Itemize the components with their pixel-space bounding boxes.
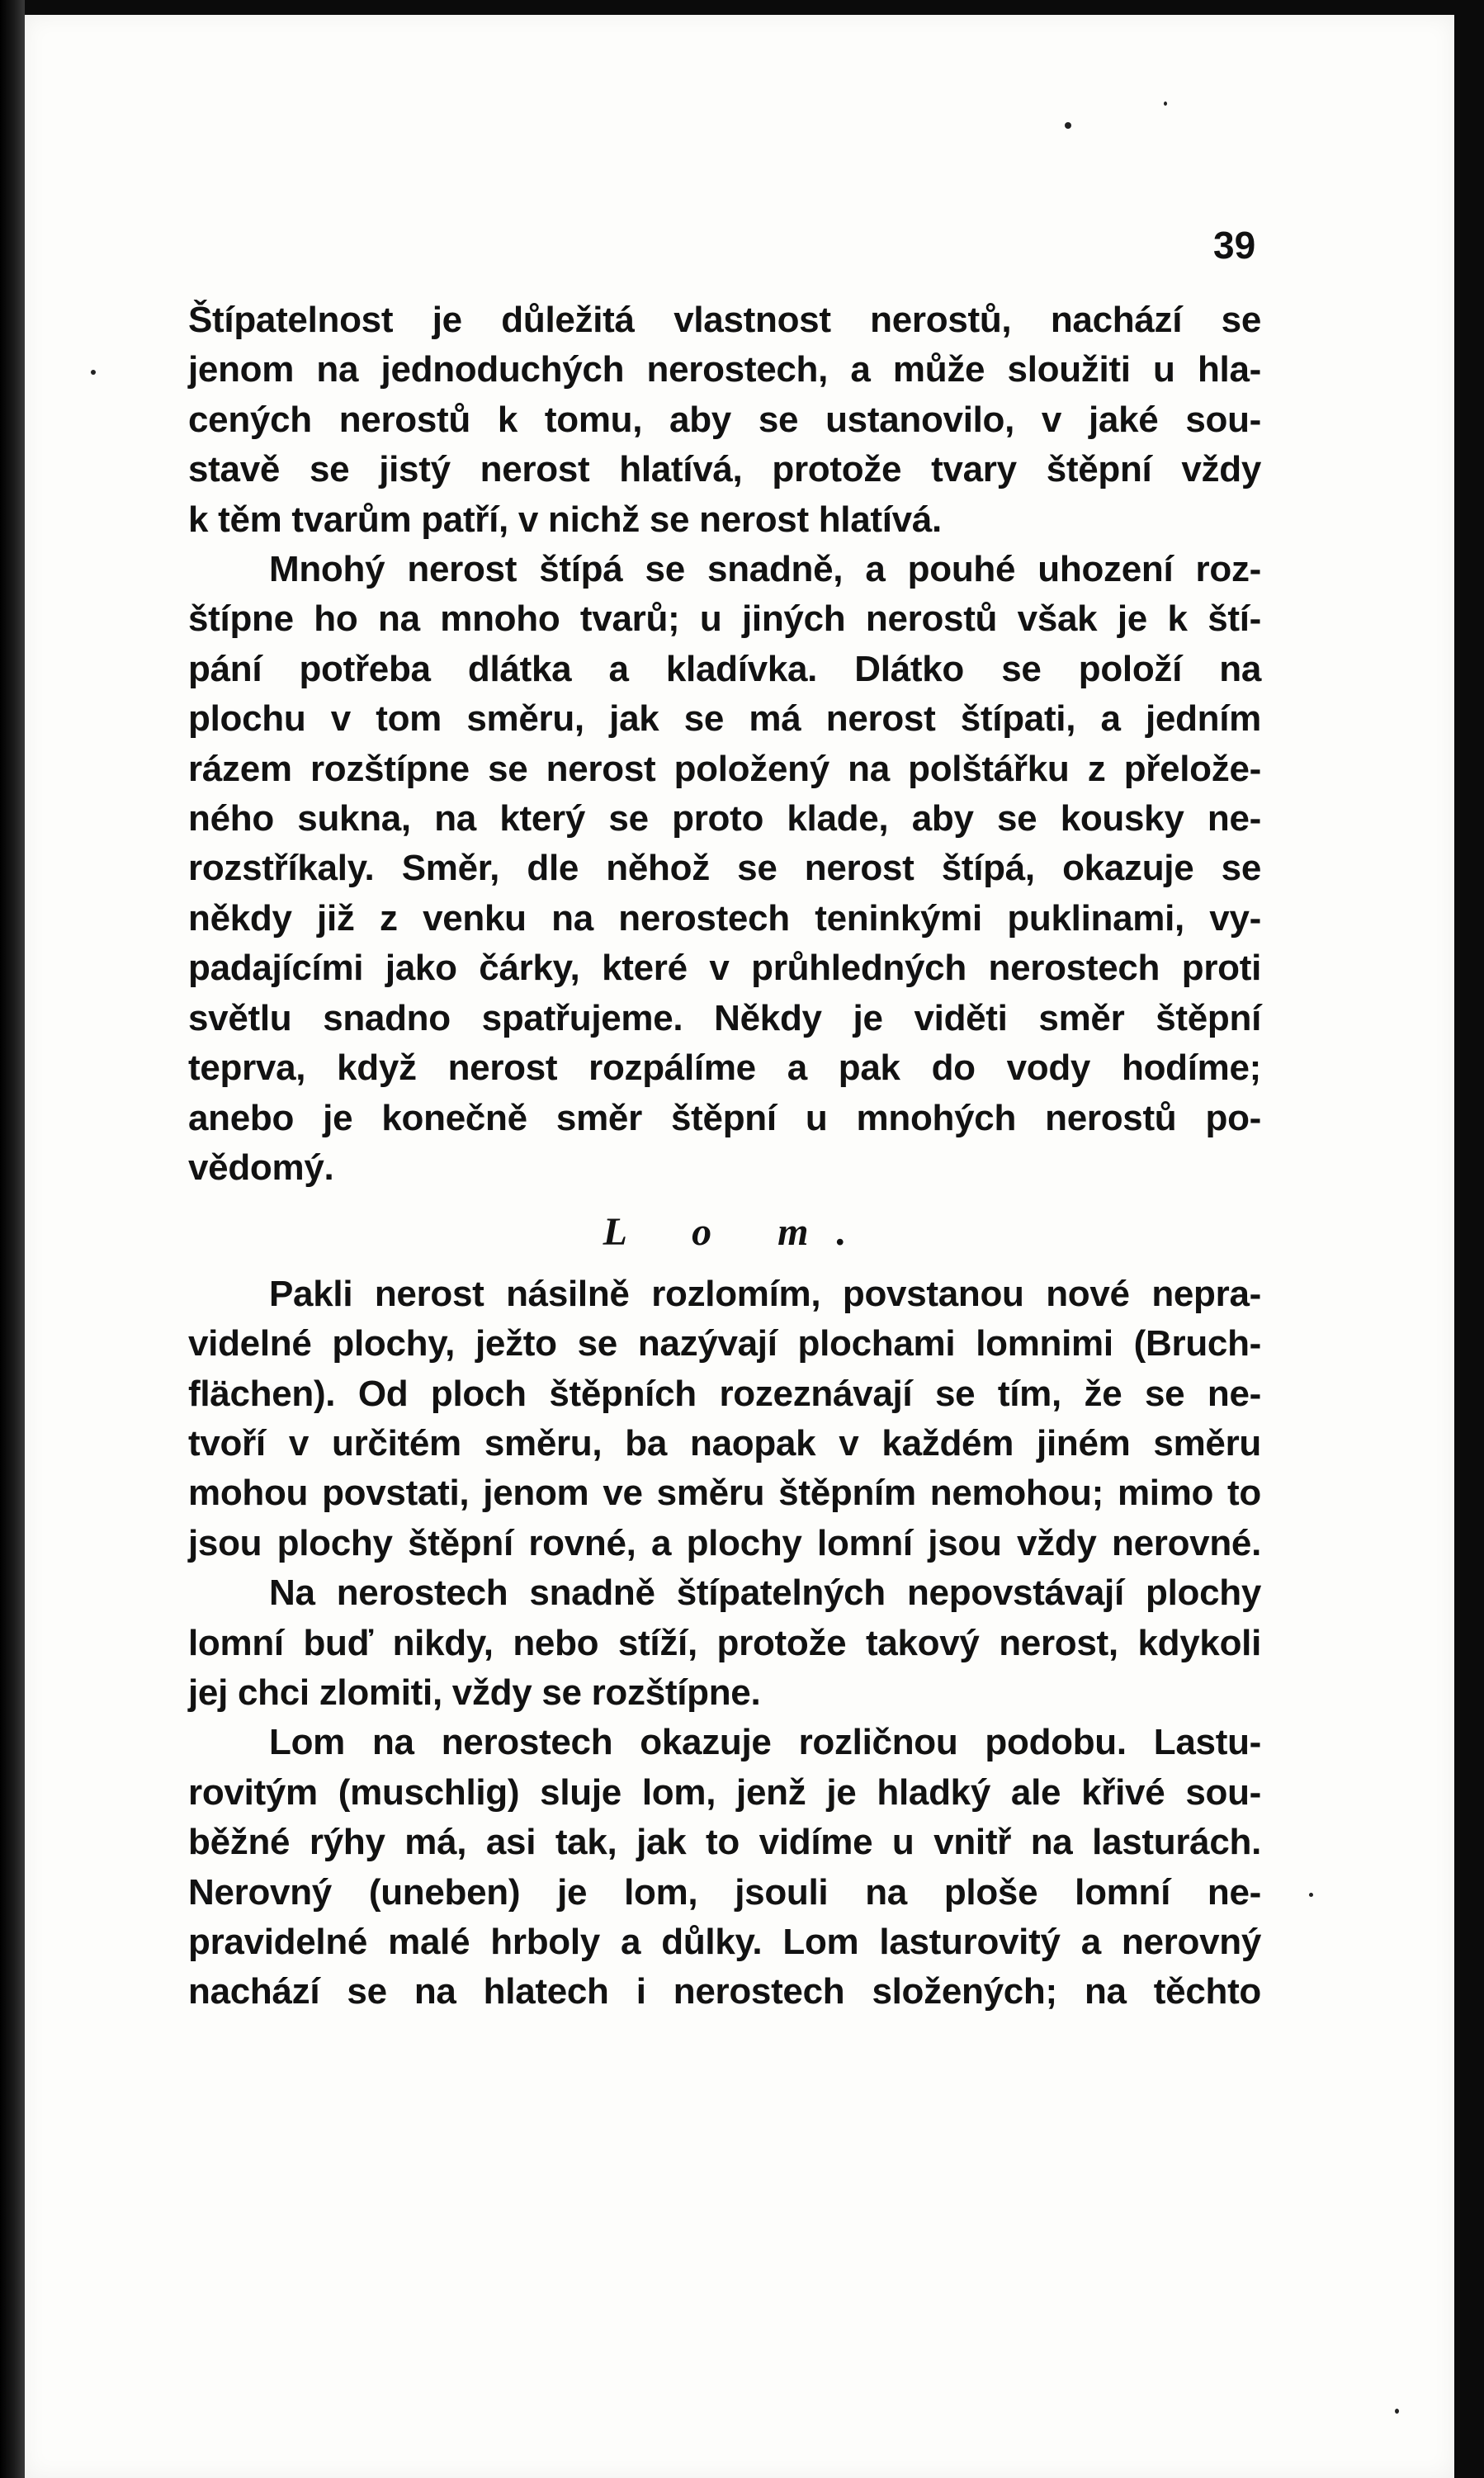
text-line: pravidelné malé hrboly a důlky. Lom lasturovitý a nerovný xyxy=(188,1922,1261,1962)
text-line: pání potřeba dlátka a kladívka. Dlátko se položí na xyxy=(188,648,1261,689)
text-line: vědomý. xyxy=(188,1147,334,1188)
text-line: nachází se na hlatech i nerostech složených; na těchto xyxy=(188,1971,1261,2012)
text-line: Pakli nerost násilně rozlomím, povstanou nové nepra- xyxy=(269,1273,1261,1314)
text-line: rozstříkaly. Směr, dle něhož se nerost štípá, okazuje se xyxy=(188,848,1261,889)
paragraph xyxy=(188,1270,1261,1568)
text-line: štípne ho na mnoho tvarů; u jiných nerostů však je k ští- xyxy=(188,598,1261,640)
paper-speck xyxy=(1309,1893,1313,1897)
paragraph xyxy=(188,545,1261,1193)
text-line: anebo je konečně směr štěpní u mnohých nerostů po- xyxy=(188,1097,1261,1138)
body-text xyxy=(188,296,1261,2017)
text-line: Lom na nerostech okazuje rozličnou podobu. Lastu- xyxy=(269,1722,1261,1763)
paragraph xyxy=(188,1568,1261,1718)
text-line: padajícími jako čárky, které v průhledných nerostech proti xyxy=(188,948,1261,989)
paragraph xyxy=(188,1718,1261,2017)
paper-speck xyxy=(1065,122,1071,129)
text-line: k těm tvarům patří, v nichž se nerost hlatívá. xyxy=(188,499,942,540)
text-line: teprva, když nerost rozpálíme a pak do vody hodíme; xyxy=(188,1047,1261,1089)
text-line: běžné rýhy má, asi tak, jak to vidíme u vnitř na lasturách. xyxy=(188,1822,1261,1863)
page-edge-shadow xyxy=(0,0,25,2478)
text-line: flächen). Od ploch štěpních rozeznávají se tím, že se ne- xyxy=(188,1373,1261,1414)
paragraph xyxy=(188,296,1261,545)
text-line: Štípatelnost je důležitá vlastnost nerostů, nachází se xyxy=(188,300,1261,340)
text-line: světlu snadno spatřujeme. Někdy je viděti směr štěpní xyxy=(188,997,1261,1038)
paper-speck xyxy=(1395,2409,1399,2414)
page-number: 39 xyxy=(1213,224,1256,267)
paper-speck xyxy=(1164,102,1167,106)
text-line: někdy již z venku na nerostech teninkými puklinami, vy- xyxy=(188,897,1261,939)
text-line: stavě se jistý nerost hlatívá, protože tvary štěpní vždy xyxy=(188,449,1261,490)
text-line: ného sukna, na který se proto klade, aby se kousky ne- xyxy=(188,798,1261,839)
text-line: lomní buď nikdy, nebo stíží, protože takový nerost, kdykoli xyxy=(188,1622,1261,1663)
text-line: rovitým (muschlig) sluje lom, jenž je hladký ale křivé sou- xyxy=(188,1771,1261,1813)
text-line: jsou plochy štěpní rovné, a plochy lomní jsou vždy nerovné. xyxy=(188,1522,1261,1563)
text-line: Mnohý nerost štípá se snadně, a pouhé uhození roz- xyxy=(269,549,1261,590)
text-line: Na nerostech snadně štípatelných nepovstávají plochy xyxy=(269,1572,1261,1614)
text-line: jenom na jednoduchých nerostech, a může sloužiti u hla- xyxy=(188,349,1261,390)
text-line: jej chci zlomiti, vždy se rozštípne. xyxy=(188,1672,761,1713)
text-line: Nerovný (uneben) je lom, jsouli na ploše lomní ne- xyxy=(188,1871,1261,1913)
text-line: plochu v tom směru, jak se má nerost štípati, a jedním xyxy=(188,698,1261,740)
text-line: mohou povstati, jenom ve směru štěpním nemohou; mimo to xyxy=(188,1473,1261,1514)
text-line: cených nerostů k tomu, aby se ustanovilo, v jaké sou- xyxy=(188,399,1261,440)
section-heading: L o m. xyxy=(603,1210,875,1255)
paper-speck xyxy=(91,370,96,375)
text-line: videlné plochy, ježto se nazývají plochami lomnimi (Bruch- xyxy=(188,1323,1261,1364)
text-line: rázem rozštípne se nerost položený na polštářku z přelože- xyxy=(188,748,1261,789)
text-line: tvoří v určitém směru, ba naopak v každém jiném směru xyxy=(188,1422,1261,1464)
